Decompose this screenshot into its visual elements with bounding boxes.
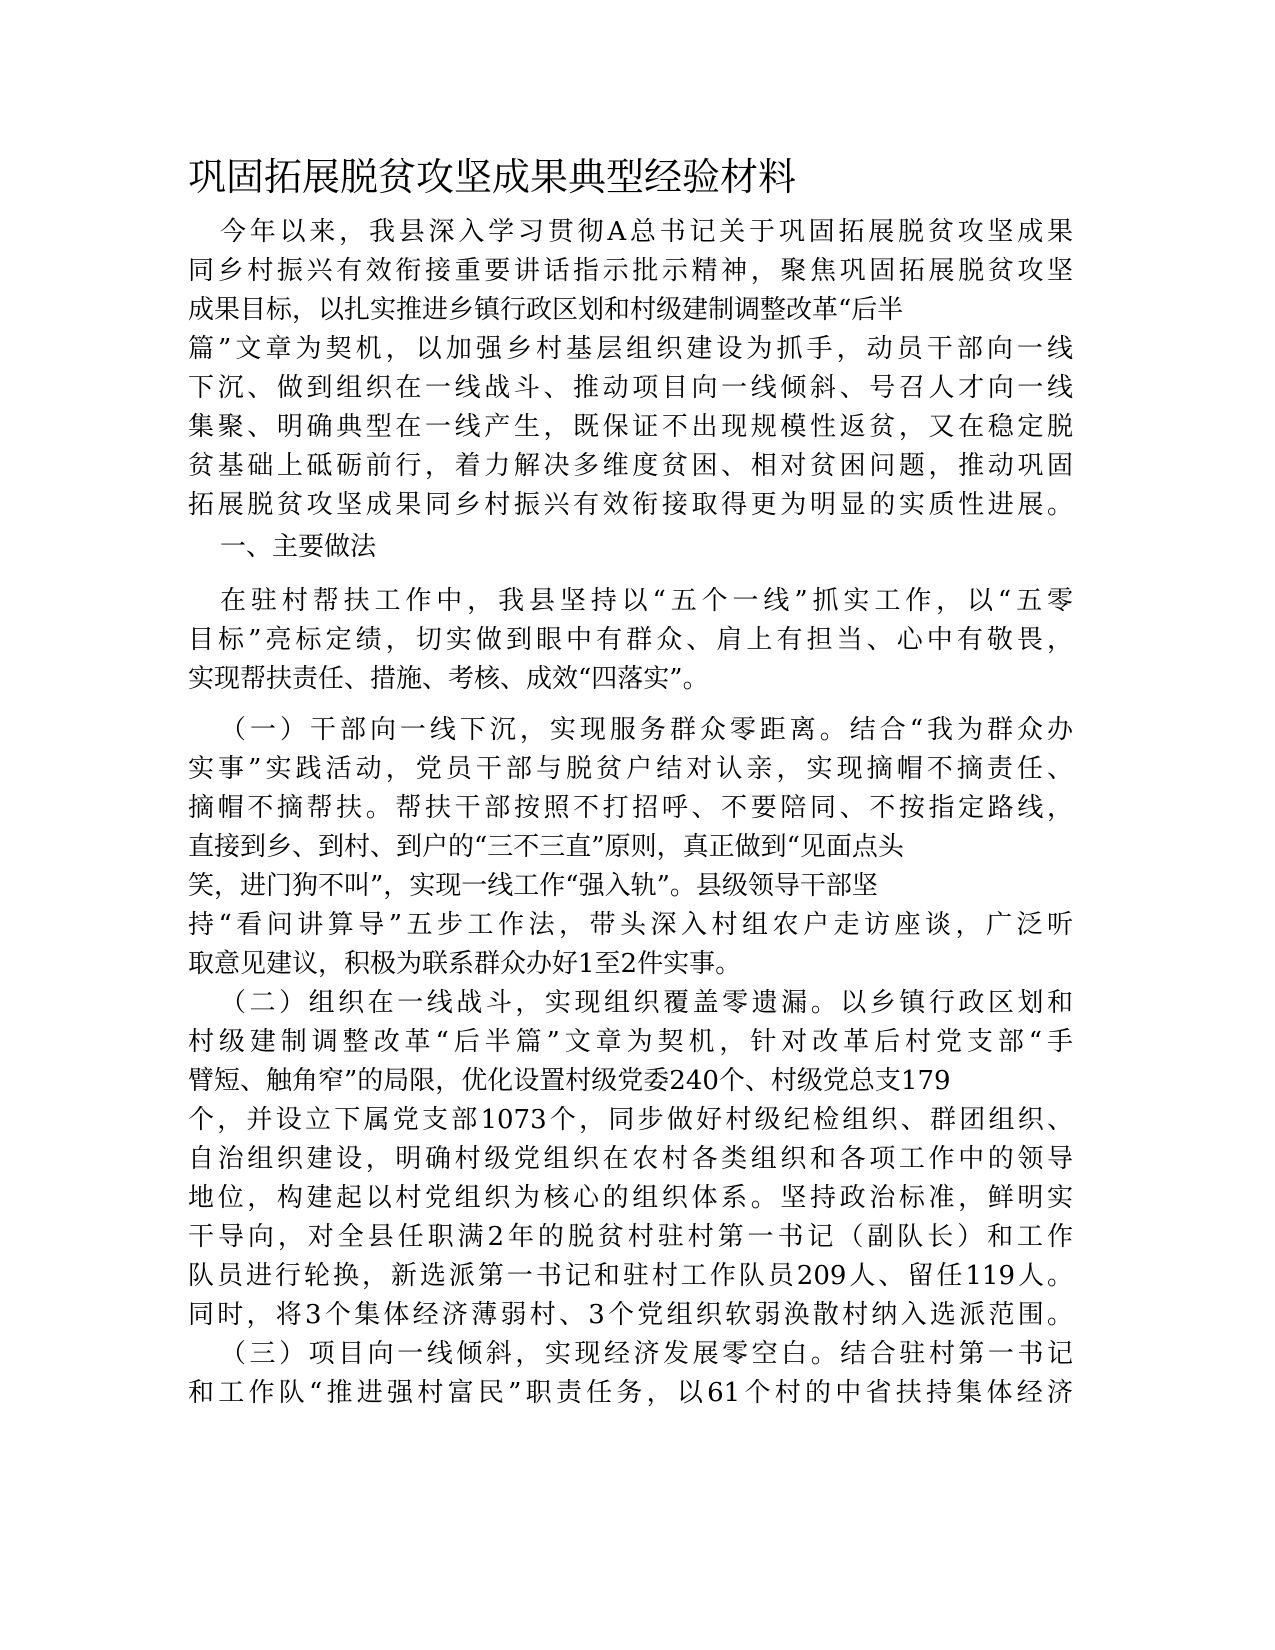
text-line: 地位，构建起以村党组织为核心的组织体系。坚持政治标准，鲜明实 — [188, 1183, 1073, 1213]
text-line: 持“看问讲算导”五步工作法，带头深入村组农户走访座谈，广泛听 — [188, 910, 1073, 940]
text-line: （三）项目向一线倾斜，实现经济发展零空白。结合驻村第一书记 — [220, 1339, 1073, 1369]
text-line: 集聚、明确典型在一线产生，既保证不出现规模性返贫，又在稳定脱 — [188, 412, 1073, 442]
text-line: 成果目标，以扎实推进乡镇行政区划和村级建制调整改革“后半 — [188, 295, 904, 325]
subsection-paragraph-3 — [188, 1335, 1073, 1413]
text-line: （二）组织在一线战斗，实现组织覆盖零遗漏。以乡镇行政区划和 — [220, 988, 1073, 1018]
text-line: 直接到乡、到村、到户的“三不三直”原则，真正做到“见面点头 — [188, 832, 904, 862]
text-line: 取意见建议，积极为联系群众办好1至2件实事。 — [188, 949, 742, 979]
text-line: 篇”文章为契机，以加强乡村基层组织建设为抓手，动员干部向一线 — [188, 334, 1073, 364]
subsection-paragraph-1 — [188, 711, 1073, 984]
text-line: 自治组织建设，明确村级党组织在农村各类组织和各项工作中的领导 — [188, 1144, 1073, 1174]
text-line: 和工作队“推进强村富民”职责任务，以61个村的中省扶持集体经济 — [188, 1378, 1073, 1408]
section-heading-text: 一、主要做法 — [220, 532, 377, 562]
text-line: 实现帮扶责任、措施、考核、成效“四落实”。 — [188, 664, 709, 694]
text-line: （一）干部向一线下沉，实现服务群众零距离。结合“我为群众办 — [220, 715, 1073, 745]
body-paragraph — [188, 582, 1073, 699]
text-line: 干导向，对全县任职满2年的脱贫村驻村第一书记（副队长）和工作 — [188, 1222, 1073, 1252]
text-line: 个，并设立下属党支部1073个，同步做好村级纪检组织、群团组织、 — [188, 1105, 1073, 1135]
intro-paragraph — [188, 213, 1073, 525]
text-line: 贫基础上砥砺前行，着力解决多维度贫困、相对贫困问题，推动巩固 — [188, 451, 1073, 481]
text-line: 实事”实践活动，党员干部与脱贫户结对认亲，实现摘帽不摘责任、 — [188, 754, 1073, 784]
text-line: 队员进行轮换，新选派第一书记和驻村工作队员209人、留任119人。 — [188, 1261, 1073, 1291]
text-line: 同时，将3个集体经济薄弱村、3个党组织软弱涣散村纳入选派范围。 — [188, 1300, 1073, 1330]
section-heading — [188, 528, 1073, 567]
text-line: 同乡村振兴有效衔接重要讲话指示批示精神，聚焦巩固拓展脱贫攻坚 — [188, 256, 1073, 286]
text-line: 臂短、触角窄”的局限，优化设置村级党委240个、村级党总支179 — [188, 1066, 951, 1096]
text-line: 在驻村帮扶工作中，我县坚持以“五个一线”抓实工作，以“五零 — [220, 586, 1073, 616]
subsection-paragraph-2 — [188, 984, 1073, 1335]
text-line: 目标”亮标定绩，切实做到眼中有群众、肩上有担当、心中有敬畏， — [188, 625, 1073, 655]
document-title: 巩固拓展脱贫攻坚成果典型经验材料 — [188, 155, 797, 199]
text-line: 村级建制调整改革“后半篇”文章为契机，针对改革后村党支部“手 — [188, 1027, 1073, 1057]
text-line: 笑，进门狗不叫”，实现一线工作“强入轨”。县级领导干部坚 — [188, 871, 878, 901]
text-line: 拓展脱贫攻坚成果同乡村振兴有效衔接取得更为明显的实质性进展。 — [188, 490, 1073, 520]
text-line: 摘帽不摘帮扶。帮扶干部按照不打招呼、不要陪同、不按指定路线， — [188, 793, 1073, 823]
text-line: 下沉、做到组织在一线战斗、推动项目向一线倾斜、号召人才向一线 — [188, 373, 1073, 403]
text-line: 今年以来，我县深入学习贯彻A总书记关于巩固拓展脱贫攻坚成果 — [220, 217, 1073, 247]
